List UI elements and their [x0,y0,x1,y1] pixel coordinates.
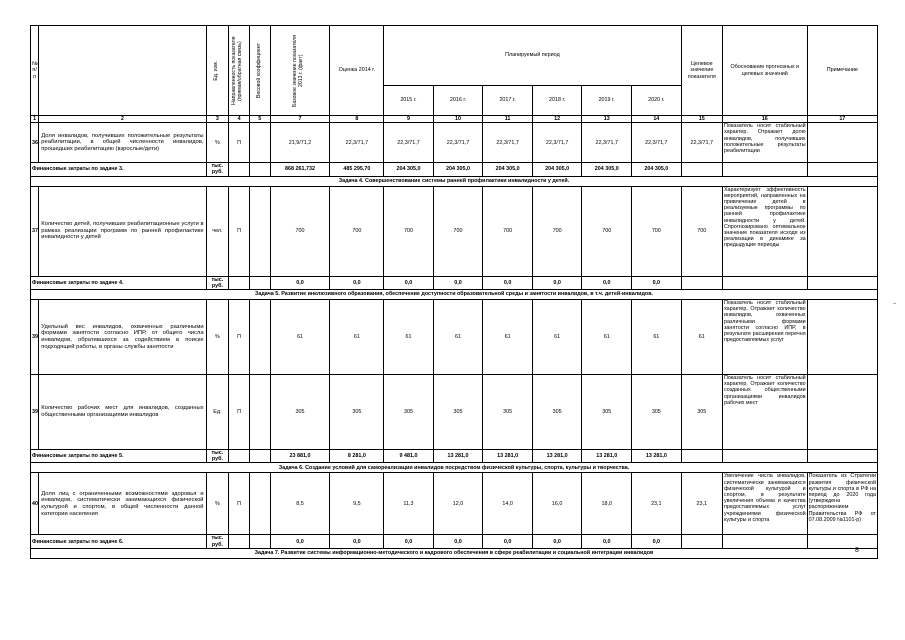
note-text [807,375,877,450]
year-value: 23,1 [632,473,682,535]
task-heading: Задача 7. Развитие системы информационно-методического и кадрового обеспечения в сфере реабилитации и социальной интеграции инвалидов [31,548,878,558]
justification-text: Увеличение числа инвалидов, систематически занимающихся физической культурой и спортом, в результате увеличения объема и качества предоставляемых услуг учреждениями физической культуры и спорта [722,473,807,535]
col-number: 15 [681,116,722,123]
year-value: 204 305,0 [532,163,582,176]
page-number: 8 [855,547,859,554]
empty-cell [249,535,270,548]
indicator-name: Количество детей, получивших реабилитационные услуги в рамках реализации программ по ранней профилактике инвалидности у детей [39,186,206,276]
base-value: 0,0 [270,276,330,289]
empty-cell [249,276,270,289]
year-value: 204 305,0 [384,163,434,176]
unit-cell: тыс. руб. [206,450,229,463]
year-value: 0,0 [632,535,682,548]
year-value: 61 [582,300,632,375]
col-number: 9 [384,116,434,123]
weight-cell [249,123,270,163]
target-value: 61 [681,300,722,375]
direction-cell: П [229,123,250,163]
col-number: 7 [270,116,330,123]
year-value: 305 [384,375,434,450]
financial-costs-row [31,276,878,289]
header-name [39,26,206,116]
financial-costs-label: Финансовые затраты по задаче 4. [31,276,207,289]
empty-cell [807,450,877,463]
indicator-name: Доля инвалидов, получивших положительные результаты реабилитации, в общей численности инвалидов, прошедших реабилитацию (взрослые/дети) [39,123,206,163]
task-heading-row [31,463,878,473]
year-value: 16,0 [532,473,582,535]
col-number: 2 [39,116,206,123]
base-value: 700 [270,186,330,276]
header-num: № п/п [31,26,39,116]
financial-costs-row [31,535,878,548]
empty-cell [229,276,250,289]
year-value: 22,3/71,7 [532,123,582,163]
year-value: 0,0 [632,276,682,289]
col-number: 3 [206,116,229,123]
note-text: Показатель из Стратегии развития физической культуры и спорта в РФ на период до 2020 года (утверждена распоряжением Правительства РФ от 07.08.2009 №1101-р) [807,473,877,535]
year-value: 12,0 [433,473,483,535]
header-year: 2020 г. [632,86,682,116]
direction-cell: П [229,186,250,276]
row-number: 40 [31,473,39,535]
empty-cell [722,450,807,463]
row-number: 36 [31,123,39,163]
year-value: 9 481,0 [384,450,434,463]
indicator-row [31,375,878,450]
justification-text: Показатель носит стабильный характер. Отражает количество инвалидов, охваченных различными формами занятости согласно ИПР, в результате расширения перечня предоставляемых услуг [722,300,807,375]
empty-cell [722,276,807,289]
header-year: 2015 г. [384,86,434,116]
indicators-table [30,25,878,559]
empty-cell [229,535,250,548]
empty-cell [807,535,877,548]
year-value: 700 [582,186,632,276]
year-value: 700 [384,186,434,276]
empty-cell [249,450,270,463]
target-value: 305 [681,375,722,450]
estimate-value: 61 [330,300,384,375]
task-heading-row [31,290,878,300]
year-value: 0,0 [384,535,434,548]
header-base: Базовое значение показателя 2013 г. (факт) [270,26,330,116]
weight-cell [249,375,270,450]
year-value: 700 [632,186,682,276]
justification-text: Характеризует эффективность мероприятий, направленных на привлечение детей в реализуемые программы по ранней профилактике инвалидности у детей. Спрогнозировано оптимальное значение показателя исходя из реализации в динамике за предыдущие периоды [722,186,807,276]
header-estimate: Оценка 2014 г. [330,26,384,116]
base-value: 305 [270,375,330,450]
task-heading-row [31,176,878,186]
target-value: 700 [681,186,722,276]
base-value: 868 261,732 [270,163,330,176]
year-value: 61 [433,300,483,375]
direction-cell: П [229,473,250,535]
header-planned: Планируемый период [384,26,681,86]
year-value: 204 305,0 [483,163,533,176]
financial-costs-label: Финансовые затраты по задаче 3. [31,163,207,176]
note-text [807,186,877,276]
year-value: 61 [483,300,533,375]
estimate-value: 22,3/71,7 [330,123,384,163]
task-heading: Задача 6. Создание условий для самореализации инвалидов посредством физической культуры, спорта, культуры и творчества. [31,463,878,473]
year-value: 0,0 [532,535,582,548]
col-number: 16 [722,116,807,123]
year-value: 0,0 [433,276,483,289]
header-unit: Ед. изм. [206,26,229,116]
year-value: 22,3/71,7 [582,123,632,163]
task-heading-row [31,548,878,558]
empty-cell [722,163,807,176]
year-value: 22,3/71,7 [433,123,483,163]
unit-cell: тыс. руб. [206,163,229,176]
year-value: 13 281,0 [532,450,582,463]
weight-cell [249,473,270,535]
scan-mark [893,303,896,304]
header-target: Целевое значение показателя [681,26,722,116]
estimate-value: 305 [330,375,384,450]
row-number: 37 [31,186,39,276]
year-value: 0,0 [384,276,434,289]
row-number: 39 [31,375,39,450]
base-value: 61 [270,300,330,375]
year-value: 0,0 [582,276,632,289]
unit-cell: чел. [206,186,229,276]
estimate-value: 0,0 [330,535,384,548]
col-number: 11 [483,116,533,123]
target-value: 22,3/71,7 [681,123,722,163]
unit-cell: тыс. руб. [206,535,229,548]
empty-cell [681,535,722,548]
year-value: 0,0 [532,276,582,289]
justification-text: Показатель носит стабильный характер. Отражает количество созданных общественными организациями инвалидов рабочих мест [722,375,807,450]
year-value: 204 305,0 [582,163,632,176]
header-year: 2018 г. [532,86,582,116]
year-value: 13 281,0 [582,450,632,463]
year-value: 13 281,0 [433,450,483,463]
unit-cell: Ед. [206,375,229,450]
year-value: 61 [532,300,582,375]
col-number: 13 [582,116,632,123]
indicator-row [31,473,878,535]
weight-cell [249,300,270,375]
year-value: 13 281,0 [632,450,682,463]
indicator-row [31,123,878,163]
header-year: 2016 г. [433,86,483,116]
base-value: 23 881,0 [270,450,330,463]
direction-cell: П [229,375,250,450]
column-number-row [31,116,878,123]
unit-cell: тыс. руб. [206,276,229,289]
base-value: 0,0 [270,535,330,548]
empty-cell [681,276,722,289]
col-number: 4 [229,116,250,123]
year-value: 305 [582,375,632,450]
col-number: 14 [632,116,682,123]
year-value: 204 305,0 [433,163,483,176]
note-text [807,123,877,163]
year-value: 0,0 [582,535,632,548]
year-value: 11,3 [384,473,434,535]
task-heading: Задача 5. Развитие инклюзивного образования, обеспечение доступности образовательной среды и занятости инвалидов, в т.ч. детей-инвалидов. [31,290,878,300]
col-number: 17 [807,116,877,123]
header-weight: Весовой коэффициент [249,26,270,116]
base-value: 8,5 [270,473,330,535]
empty-cell [681,163,722,176]
year-value: 13 281,0 [483,450,533,463]
task-heading: Задача 4. Совершенствование системы ранней профилактики инвалидности у детей. [31,176,878,186]
estimate-value: 9,5 [330,473,384,535]
empty-cell [681,450,722,463]
col-number: 1 [31,116,39,123]
col-number: 12 [532,116,582,123]
year-value: 61 [632,300,682,375]
year-value: 305 [433,375,483,450]
empty-cell [807,276,877,289]
indicator-name: Количество рабочих мест для инвалидов, созданных общественными организациями инвалидов [39,375,206,450]
year-value: 305 [483,375,533,450]
empty-cell [807,163,877,176]
estimate-value: 8 281,0 [330,450,384,463]
indicator-row [31,300,878,375]
target-value: 23,1 [681,473,722,535]
empty-cell [229,163,250,176]
empty-cell [229,450,250,463]
financial-costs-label: Финансовые затраты по задаче 6. [31,535,207,548]
weight-cell [249,186,270,276]
financial-costs-label: Финансовые затраты по задаче 5. [31,450,207,463]
year-value: 305 [532,375,582,450]
direction-cell: П [229,300,250,375]
row-number: 39 [31,300,39,375]
year-value: 700 [532,186,582,276]
header-year: 2017 г. [483,86,533,116]
header-direction: Направленность показателя (прямая/обратная связь) [229,26,250,116]
year-value: 22,3/71,7 [384,123,434,163]
financial-costs-row [31,163,878,176]
indicator-row [31,186,878,276]
empty-cell [722,535,807,548]
header-justification: Обоснование прогнозных и целевых значений [722,26,807,116]
year-value: 0,0 [483,276,533,289]
year-value: 22,3/71,7 [632,123,682,163]
unit-cell: % [206,300,229,375]
year-value: 14,0 [483,473,533,535]
financial-costs-row [31,450,878,463]
year-value: 18,0 [582,473,632,535]
year-value: 61 [384,300,434,375]
header-note: Примечание [807,26,877,116]
year-value: 22,3/71,7 [483,123,533,163]
year-value: 305 [632,375,682,450]
unit-cell: % [206,123,229,163]
header-row [31,26,878,86]
empty-cell [249,163,270,176]
estimate-value: 485 295,70 [330,163,384,176]
justification-text: Показатель носит стабильный характер. Отражает долю инвалидов, получивших положительные результаты реабилитации [722,123,807,163]
year-value: 0,0 [483,535,533,548]
year-value: 700 [483,186,533,276]
indicator-name: Удельный вес инвалидов, охваченных различными формами занятости согласно ИПР, от общего числа инвалидов, обратившихся за содействием в поиске подходящей работы, в органы службы занятости [39,300,206,375]
year-value: 700 [433,186,483,276]
header-year: 2019 г. [582,86,632,116]
indicator-name: Доля лиц с ограниченными возможностями здоровья и инвалидов, систематически занимающихся физической культурой и спортом, в общей численности данной категории населения [39,473,206,535]
year-value: 204 305,0 [632,163,682,176]
col-number: 10 [433,116,483,123]
col-number: 8 [330,116,384,123]
estimate-value: 0,0 [330,276,384,289]
unit-cell: % [206,473,229,535]
year-value: 0,0 [433,535,483,548]
base-value: 21,9/71,2 [270,123,330,163]
note-text [807,300,877,375]
col-number: 5 [249,116,270,123]
estimate-value: 700 [330,186,384,276]
